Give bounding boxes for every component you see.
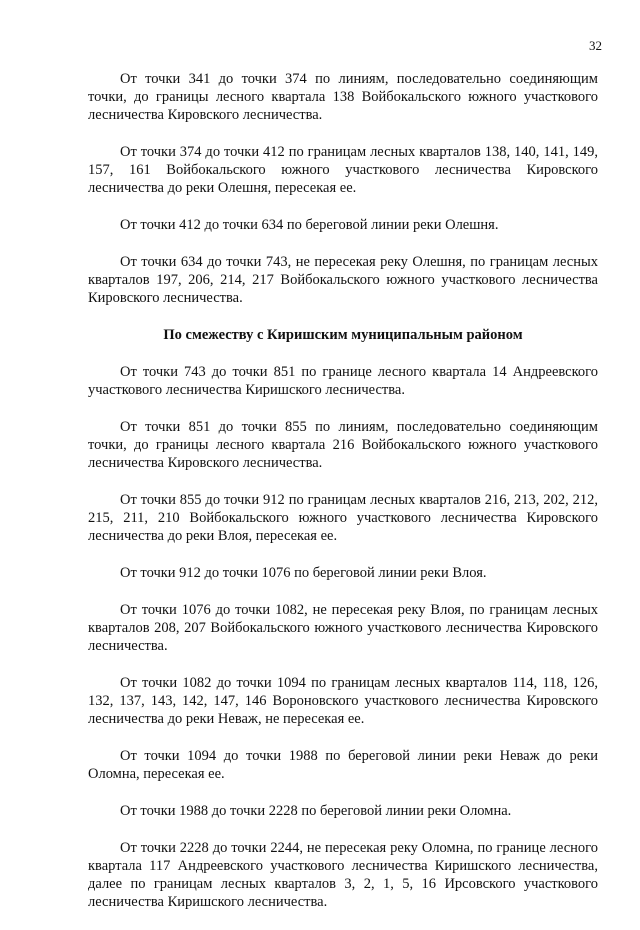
paragraph: От точки 1082 до точки 1094 по границам лесных кварталов 114, 118, 126, 132, 137, 143, 142, 147, 146 Вороновского участкового лесничества Кировского лесничества до реки Неваж, не пересекая ее. xyxy=(88,675,598,727)
paragraph: От точки 851 до точки 855 по линиям, последовательно соединяющим точки, до границы лесного квартала 216 Войбокальского южного участкового лесничества Кировского лесничества. xyxy=(88,419,598,471)
paragraph: От точки 374 до точки 412 по границам лесных кварталов 138, 140, 141, 149, 157, 161 Войбокальского южного участкового лесничества Кировского лесничества до реки Олешня, пересекая ее. xyxy=(88,144,598,196)
paragraph: От точки 743 до точки 851 по границе лесного квартала 14 Андреевского участкового лесничества Киришского лесничества. xyxy=(88,364,598,398)
paragraph: От точки 1988 до точки 2228 по береговой линии реки Оломна. xyxy=(120,803,512,819)
section-heading: По смежеству с Киришским муниципальным районом xyxy=(163,327,523,343)
paragraph: От точки 412 до точки 634 по береговой линии реки Олешня. xyxy=(120,217,499,233)
document-body xyxy=(88,70,598,930)
paragraph: От точки 634 до точки 743, не пересекая реку Олешня, по границам лесных кварталов 197, 206, 214, 217 Войбокальского южного участкового лесничества Кировского лесничества. xyxy=(88,254,598,306)
page-number: 32 xyxy=(589,38,602,53)
paragraph: От точки 855 до точки 912 по границам лесных кварталов 216, 213, 202, 212, 215, 211, 210 Войбокальского южного участкового лесничества Кировского лесничества до реки Влоя, пересекая ее. xyxy=(88,492,598,544)
paragraph: От точки 341 до точки 374 по линиям, последовательно соединяющим точки, до границы лесного квартала 138 Войбокальского южного участкового лесничества Кировского лесничества. xyxy=(88,71,598,123)
paragraph: От точки 1076 до точки 1082, не пересекая реку Влоя, по границам лесных кварталов 208, 207 Войбокальского южного участкового лесничества Кировского лесничества. xyxy=(88,602,598,654)
paragraph: От точки 912 до точки 1076 по береговой линии реки Влоя. xyxy=(120,565,487,581)
paragraph: От точки 1094 до точки 1988 по береговой линии реки Неваж до реки Оломна, пересекая ее. xyxy=(88,748,598,782)
paragraph: От точки 2228 до точки 2244, не пересекая реку Оломна, по границе лесного квартала 117 Андреевского участкового лесничества Киришского лесничества, далее по границам лесных кварталов 3, 2, 1, 5, 16 Ирсовского участкового лесничества Киришского лесничества. xyxy=(88,840,598,910)
